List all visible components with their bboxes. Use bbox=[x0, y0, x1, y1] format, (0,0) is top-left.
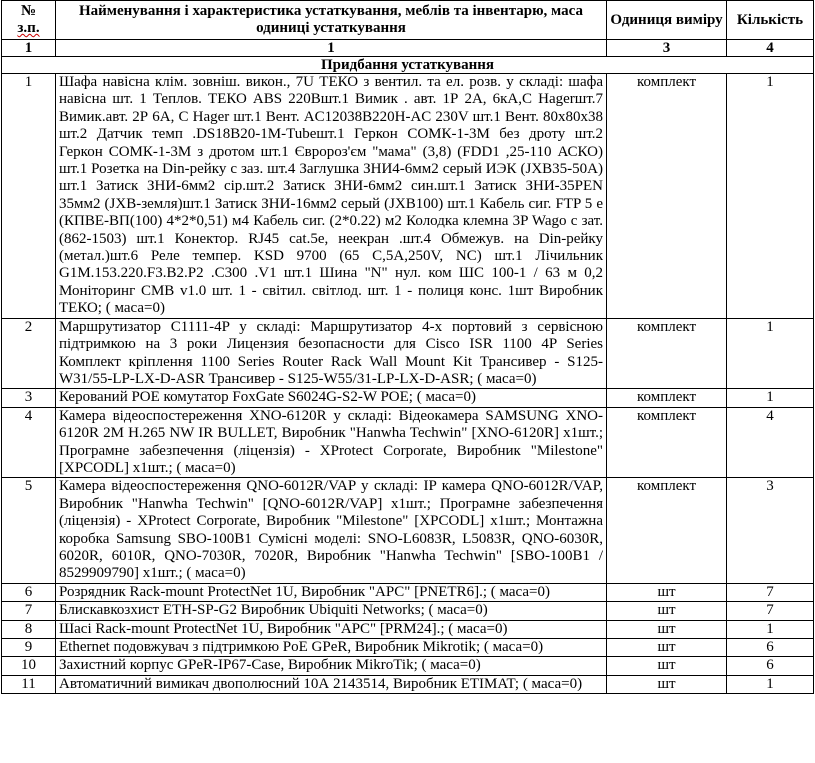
table-row bbox=[2, 318, 814, 389]
row-name: Камера відеоспостереження XNO-6120R у складі: Відеокамера SAMSUNG XNO-6120R 2M H.265 NW IR BULLET, Виробник "Hanwha Techwin" [XNO-6120R] х1шт.; Програмне забезпечення (ліцензія) - XProtect Corporate, Виробник "Milestone" [XPCODL] х1шт.; ( маса=0) bbox=[56, 407, 607, 478]
row-number: 4 bbox=[2, 407, 56, 478]
section-row bbox=[2, 57, 814, 74]
row-unit: комплект bbox=[607, 74, 727, 319]
column-number: 3 bbox=[607, 40, 727, 57]
row-unit: комплект bbox=[607, 318, 727, 389]
equipment-table bbox=[1, 0, 814, 694]
row-number: 1 bbox=[2, 74, 56, 319]
row-unit: комплект bbox=[607, 478, 727, 583]
row-unit: шт bbox=[607, 602, 727, 620]
row-unit: комплект bbox=[607, 407, 727, 478]
table-row bbox=[2, 657, 814, 675]
row-unit: шт bbox=[607, 620, 727, 638]
row-quantity: 6 bbox=[727, 657, 814, 675]
table-row bbox=[2, 620, 814, 638]
row-quantity: 7 bbox=[727, 602, 814, 620]
column-numbering-row bbox=[2, 40, 814, 57]
row-quantity: 1 bbox=[727, 74, 814, 319]
column-number: 4 bbox=[727, 40, 814, 57]
row-unit: комплект bbox=[607, 389, 727, 407]
row-quantity: 3 bbox=[727, 478, 814, 583]
row-quantity: 1 bbox=[727, 389, 814, 407]
row-number: 8 bbox=[2, 620, 56, 638]
section-title: Придбання устаткування bbox=[2, 57, 814, 74]
header-quantity: Кількість bbox=[727, 1, 814, 40]
table-row bbox=[2, 675, 814, 693]
row-name: Блискавкозхист ETH-SP-G2 Виробник Ubiquiti Networks; ( маса=0) bbox=[56, 602, 607, 620]
table-row bbox=[2, 639, 814, 657]
row-name: Розрядник Rack-mount ProtectNet 1U, Виробник "APC" [PNETR6].; ( маса=0) bbox=[56, 583, 607, 601]
row-name: Маршрутизатор C1111-4P у складі: Маршрутизатор 4-х портовий з сервісною підтримкою на 3 роки Лицензия безопасности для Cisco ISR 1100 4P Series Комплект кріплення 1100 Series Router Rack Wall Mount Kit Трансивер - S125-W31/55-LP-LX-D-ASR Трансивер - S125-W55/31-LP-LX-D-ASR; ( маса=0) bbox=[56, 318, 607, 389]
row-quantity: 7 bbox=[727, 583, 814, 601]
row-unit: шт bbox=[607, 657, 727, 675]
header-number bbox=[2, 1, 56, 40]
column-number: 1 bbox=[56, 40, 607, 57]
table-row bbox=[2, 602, 814, 620]
row-quantity: 1 bbox=[727, 620, 814, 638]
row-number: 11 bbox=[2, 675, 56, 693]
row-number: 9 bbox=[2, 639, 56, 657]
row-quantity: 1 bbox=[727, 675, 814, 693]
row-unit: шт bbox=[607, 639, 727, 657]
row-quantity: 1 bbox=[727, 318, 814, 389]
table-header-row bbox=[2, 1, 814, 40]
row-number: 2 bbox=[2, 318, 56, 389]
table-row bbox=[2, 74, 814, 319]
row-quantity: 4 bbox=[727, 407, 814, 478]
row-unit: шт bbox=[607, 675, 727, 693]
table-row bbox=[2, 583, 814, 601]
row-name: Автоматичний вимикач двополюсний 10А 2143514, Виробник ETIMAT; ( маса=0) bbox=[56, 675, 607, 693]
table-row bbox=[2, 478, 814, 583]
row-number: 10 bbox=[2, 657, 56, 675]
column-number: 1 bbox=[2, 40, 56, 57]
table-row bbox=[2, 389, 814, 407]
row-quantity: 6 bbox=[727, 639, 814, 657]
row-number: 3 bbox=[2, 389, 56, 407]
row-number: 6 bbox=[2, 583, 56, 601]
row-name: Керований POE комутатор FoxGate S6024G-S2-W POE; ( маса=0) bbox=[56, 389, 607, 407]
row-name: Ethernet подовжувач з підтримкою PoE GPeR, Виробник Mikrotik; ( маса=0) bbox=[56, 639, 607, 657]
row-name: Шафа навісна клім. зовніш. викон., 7U ТЕКО з вентил. та ел. розв. у складі: шафа навісна шт. 1 Теплов. ТЕКО ABS 220Вшт.1 Вимик . авт. 1Р 2А, 6кА,С Hagerшт.7 Вимик.авт. 2Р 6А, С Hager шт.1 Вент. AC12038B220H-AC 230V шт.1 Вент. 80х80х38 шт.2 Датчик темп .DS18B20-1M-Tubeшт.1 Геркон СОМК-1-3М без дроту шт.2 Геркон СОМК-1-3М з дротом шт.1 Євророз'єм "мама" (3,8) (FDD1 ,25-110 АСКО) шт.1 Розетка на Din-рейку с заз. шт.4 Заглушка ЗНИ4-6мм2 серый ИЭК (JXB35-50A) шт.1 Затиск ЗНИ-6мм2 сір.шт.2 Затиск ЗНИ-6мм2 син.шт.1 Затиск ЗНИ-35PEN 35мм2 (JXB-земля)шт.1 Затиск ЗНИ-16мм2 серый (JXB100) шт.1 Кабель сиг. FTP 5 е (КПВЕ-ВП(100) 4*2*0,51) м4 Кабель сиг. (2*0.22) м2 Колодка клемна 3P Wago с зат. (862-1503) шт.1 Конектор. RJ45 cat.5e, неекран .шт.4 Обмежув. на Din-рейку (метал.)шт.6 Реле темпер. KSD 9700 (65 С,5А,250V, NC) шт.1 Лічильник G1M.153.220.F3.B2.P2 .C300 .V1 шт.1 Шина "N" нул. ком ШС 100-1 / 63 м 0,2 Моніторинг СМВ v1.0 шт. 1 - світил. світлод. шт. 1 - полиця конс. 1шт Виробник ТЕКО; ( маса=0) bbox=[56, 74, 607, 319]
row-unit: шт bbox=[607, 583, 727, 601]
row-name: Захистний корпус GPeR-IP67-Case, Виробник MikroTik; ( маса=0) bbox=[56, 657, 607, 675]
header-number-abbrev: з.п. bbox=[17, 20, 40, 36]
header-name: Найменування і характеристика устаткування, меблів та інвентарю, маса одиниці устаткування bbox=[56, 1, 607, 40]
header-unit: Одиниця виміру bbox=[607, 1, 727, 40]
row-number: 7 bbox=[2, 602, 56, 620]
row-number: 5 bbox=[2, 478, 56, 583]
header-number-sign: № bbox=[20, 3, 37, 19]
row-name: Камера відеоспостереження QNO-6012R/VAP у складі: IP камера QNO-6012R/VAP, Виробник "Hanwha Techwin" [QNO-6012R/VAP] х1шт.; Програмне забезпечення (ліцензія) - XProtect Corporate, Виробник "Milestone" [XPCODL] х1шт.; Монтажна коробка Samsung SBO-100B1 Сумісні моделі: SNO-L6083R, L5083R, QNO-6030R, 6020R, 6010R, QNO-7030R, 7020R, Виробник "Hanwha Techwin" [SBO-100B1 / 8529909790] х1шт.; ( маса=0) bbox=[56, 478, 607, 583]
row-name: Шасі Rack-mount ProtectNet 1U, Виробник "APC" [PRM24].; ( маса=0) bbox=[56, 620, 607, 638]
table-row bbox=[2, 407, 814, 478]
